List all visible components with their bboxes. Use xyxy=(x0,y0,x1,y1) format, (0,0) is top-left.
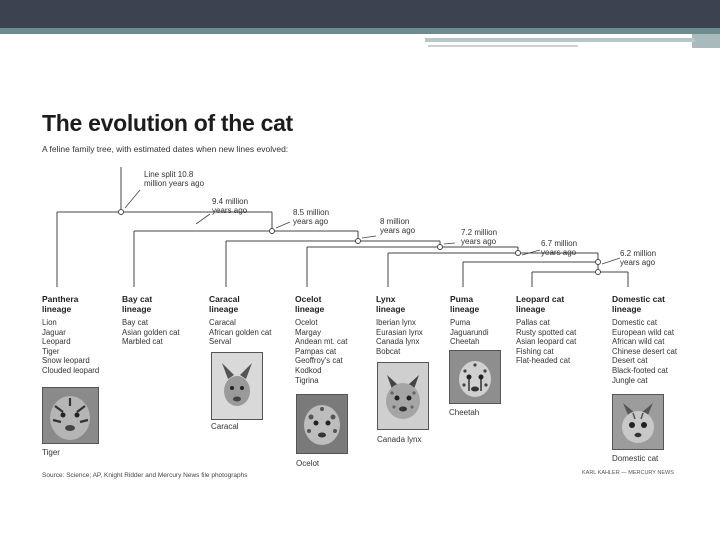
species-item: Jungle cat xyxy=(612,375,648,385)
graphic-credit: KARL KAHLER — MERCURY NEWS xyxy=(582,470,674,476)
split-node xyxy=(356,239,361,244)
species-item: Geoffroy's cat xyxy=(295,356,343,366)
split-label: Line split 10.8 million years ago xyxy=(144,170,205,188)
split-node xyxy=(438,245,443,250)
split-node xyxy=(596,270,601,275)
lineage-title: Domestic cat lineage xyxy=(612,294,665,314)
species-item: Fishing cat xyxy=(516,346,554,356)
species-item: Pallas cat xyxy=(516,318,550,327)
species-list xyxy=(295,318,387,385)
species-item: Canada lynx xyxy=(376,337,420,347)
species-list xyxy=(209,318,301,347)
species-item: Clouded leopard xyxy=(42,365,100,375)
lineage-title: Leopard cat lineage xyxy=(516,294,565,314)
lineage-ocelot xyxy=(295,294,387,385)
species-item: Caracal xyxy=(209,318,236,327)
domestic-cat-photo xyxy=(612,394,664,450)
split-node xyxy=(516,251,521,256)
species-item: Rusty spotted cat xyxy=(516,327,577,337)
lineage-title: Bay cat lineage xyxy=(122,294,153,314)
species-list xyxy=(122,318,214,347)
species-item: Serval xyxy=(209,337,232,347)
split-label: 8 million years ago xyxy=(380,217,416,235)
lineage-title: Lynx lineage xyxy=(376,294,406,314)
species-item: Asian leopard cat xyxy=(516,337,577,347)
species-item: Black-footed cat xyxy=(612,365,668,375)
split-pointer xyxy=(196,214,210,224)
caracal-photo xyxy=(211,352,263,420)
species-item: Flat-headed cat xyxy=(516,356,571,366)
photo-caption: Caracal xyxy=(211,422,239,431)
lineage-title: Ocelot lineage xyxy=(295,294,325,314)
photo-caption: Ocelot xyxy=(296,459,320,468)
source-note: Source: Science; AP, Knight Ridder and Mercury News file photographs xyxy=(42,472,248,479)
lineage-domestic-cat xyxy=(612,294,704,385)
species-item: Marbled cat xyxy=(122,337,163,347)
split-pointer xyxy=(125,190,140,208)
figure-subtitle: A feline family tree, with estimated dates when new lines evolved: xyxy=(42,144,289,154)
species-item: Lion xyxy=(42,318,57,327)
species-list xyxy=(612,318,704,385)
split-node xyxy=(119,210,124,215)
split-label: 9.4 million years ago xyxy=(212,197,249,215)
split-pointer xyxy=(444,243,455,244)
photo-caption: Canada lynx xyxy=(377,435,422,444)
species-item: African wild cat xyxy=(612,337,665,347)
species-item: Jaguar xyxy=(42,327,66,337)
tiger-photo xyxy=(42,387,99,444)
lineage-title: Caracal lineage xyxy=(209,294,240,314)
species-item: Margay xyxy=(295,327,321,337)
species-item: Kodkod xyxy=(295,365,322,375)
species-item: Bobcat xyxy=(376,346,401,356)
lynx-photo xyxy=(377,362,429,430)
species-item: Puma xyxy=(450,318,471,327)
figure-title: The evolution of the cat xyxy=(42,110,293,136)
species-item: Pampas cat xyxy=(295,346,337,356)
photo-caption: Domestic cat xyxy=(612,454,659,463)
species-item: Desert cat xyxy=(612,356,648,366)
species-list xyxy=(42,318,134,376)
species-item: Eurasian lynx xyxy=(376,327,423,337)
species-item: Ocelot xyxy=(295,318,318,327)
photo-caption: Cheetah xyxy=(449,408,480,417)
split-label: 7.2 million years ago xyxy=(461,228,498,246)
split-label: 8.5 million years ago xyxy=(293,208,330,226)
lineage-panthera xyxy=(42,294,134,376)
species-item: Asian golden cat xyxy=(122,327,180,337)
ocelot-photo xyxy=(296,394,348,454)
species-item: Iberian lynx xyxy=(376,318,416,327)
species-item: Leopard xyxy=(42,337,71,347)
split-node xyxy=(270,229,275,234)
cheetah-photo xyxy=(449,350,501,404)
species-list xyxy=(516,318,608,366)
species-item: European wild cat xyxy=(612,327,674,337)
species-item: Jaguarundi xyxy=(450,327,489,337)
lineage-caracal xyxy=(209,294,301,347)
species-item: Tigrina xyxy=(295,375,319,385)
species-item: African golden cat xyxy=(209,327,272,337)
lineage-title: Panthera lineage xyxy=(42,294,79,314)
species-item: Tiger xyxy=(42,346,60,356)
lineage-leopard-cat xyxy=(516,294,608,366)
split-pointer xyxy=(276,222,290,228)
lineage-bay-cat xyxy=(122,294,214,347)
split-pointer xyxy=(602,258,620,264)
species-item: Bay cat xyxy=(122,318,149,327)
split-node xyxy=(596,260,601,265)
species-item: Andean mt. cat xyxy=(295,337,348,347)
species-item: Cheetah xyxy=(450,337,480,347)
split-pointer xyxy=(362,236,376,238)
species-item: Snow leopard xyxy=(42,356,90,366)
species-item: Domestic cat xyxy=(612,318,658,327)
split-label: 6.7 million years ago xyxy=(541,239,578,257)
photo-caption: Tiger xyxy=(42,448,60,457)
species-item: Chinese desert cat xyxy=(612,346,678,356)
lineage-title: Puma lineage xyxy=(450,294,480,314)
split-label: 6.2 million years ago xyxy=(620,249,657,267)
